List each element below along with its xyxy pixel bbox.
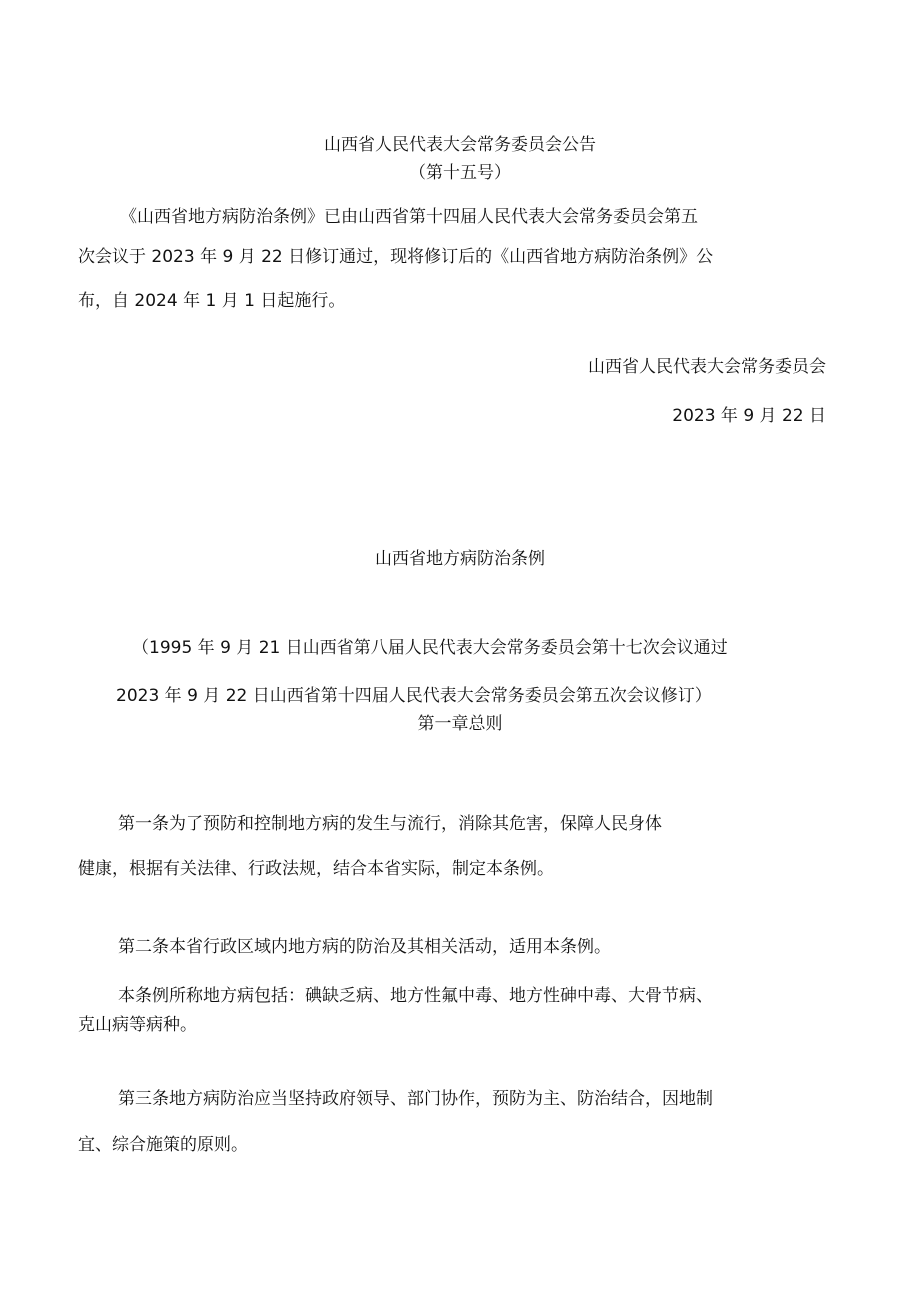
- announcement-body-line: 《山西省地方病防治条例》已由山西省第十四届人民代表大会常务委员会第五: [120, 207, 698, 227]
- article-line: 健康，根据有关法律、行政法规，结合本省实际，制定本条例。: [78, 859, 554, 879]
- announcement-title: 山西省人民代表大会常务委员会公告: [324, 135, 596, 155]
- article-line: 第三条地方病防治应当坚持政府领导、部门协作，预防为主、防治结合，因地制: [118, 1089, 713, 1109]
- announcement-date: 2023 年 9 月 22 日: [672, 406, 826, 426]
- announcement-body-line: 次会议于 2023 年 9 月 22 日修订通过，现将修订后的《山西省地方病防治条例》公: [78, 247, 714, 267]
- article-line: 本条例所称地方病包括：碘缺乏病、地方性氟中毒、地方性砷中毒、大骨节病、: [118, 986, 713, 1006]
- article-line: 第二条本省行政区域内地方病的防治及其相关活动，适用本条例。: [118, 937, 611, 957]
- chapter-title: 第一章总则: [417, 714, 503, 734]
- article-line: 宜、综合施策的原则。: [78, 1135, 248, 1155]
- article-line: 第一条为了预防和控制地方病的发生与流行，消除其危害，保障人民身体: [118, 814, 662, 834]
- regulation-history-line: （1995 年 9 月 21 日山西省第八届人民代表大会常务委员会第十七次会议通过: [132, 638, 728, 658]
- announcement-issuer: 山西省人民代表大会常务委员会: [588, 357, 826, 377]
- regulation-history-line: 2023 年 9 月 22 日山西省第十四届人民代表大会常务委员会第五次会议修订）: [116, 686, 712, 706]
- announcement-number: （第十五号）: [409, 163, 511, 183]
- article-line: 克山病等病种。: [78, 1015, 197, 1035]
- announcement-body-line: 布，自 2024 年 1 月 1 日起施行。: [78, 291, 346, 311]
- regulation-title: 山西省地方病防治条例: [375, 549, 545, 569]
